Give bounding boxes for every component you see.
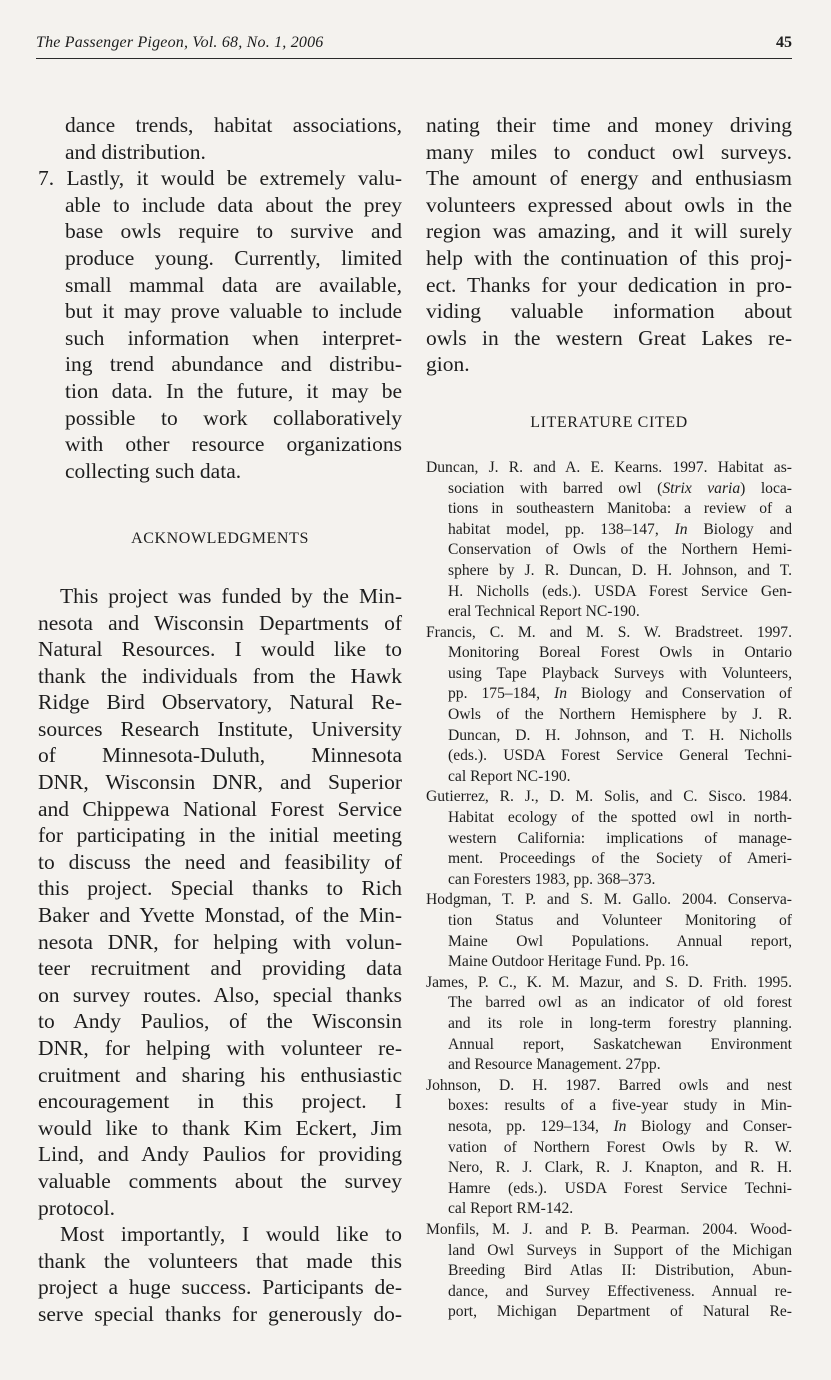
reference-line: Monfils, M. J. and P. B. Pearman. 2004. Wood-	[426, 1220, 792, 1238]
reference-line: nesota, pp. 129–134, In Biology and Conser-	[448, 1117, 792, 1135]
reference-line: and its role in long-term forestry planning.	[448, 1014, 792, 1032]
literature-cited-heading: LITERATURE CITED	[530, 413, 688, 431]
list-continuation	[38, 112, 402, 165]
reference-entry	[426, 787, 792, 890]
reference-line: Annual report, Saskatchewan Environment	[448, 1035, 792, 1053]
reference-line: sphere by J. R. Duncan, D. H. Johnson, and T.	[448, 561, 792, 579]
right-column	[426, 112, 792, 1323]
text-line: many miles to conduct owl surveys.	[426, 139, 792, 164]
text-line: such information when interpret-	[65, 325, 402, 350]
text-line: owls in the western Great Lakes re-	[426, 325, 792, 350]
text-line: serve special thanks for generously do-	[38, 1301, 402, 1326]
reference-line: Francis, C. M. and M. S. W. Bradstreet. 1997.	[426, 623, 792, 641]
text-line: of Minnesota-Duluth, Minnesota	[38, 743, 402, 768]
text-line: thank the individuals from the Hawk	[38, 663, 402, 688]
text-line: Lind, and Andy Paulios for providing	[38, 1142, 402, 1167]
reference-line: land Owl Surveys in Support of the Michigan	[448, 1241, 792, 1259]
list-item-7	[38, 165, 402, 484]
text-line: region was amazing, and it will surely	[426, 219, 792, 244]
text-line: protocol.	[38, 1195, 116, 1220]
reference-line: dance, and Survey Effectiveness. Annual re-	[448, 1282, 792, 1300]
text-line: able to include data about the prey	[65, 192, 402, 217]
closing-paragraph	[426, 112, 792, 378]
text-line: this project. Special thanks to Rich	[38, 876, 402, 901]
text-line: This project was funded by the Min-	[60, 583, 402, 608]
text-line: Ridge Bird Observatory, Natural Re-	[38, 690, 402, 715]
reference-entry	[426, 890, 792, 972]
text-line: tion data. In the future, it may be	[65, 378, 402, 403]
text-line: cruitment and sharing his enthusiastic	[38, 1062, 402, 1087]
text-line: and Chippewa National Forest Service	[38, 796, 402, 821]
reference-line: using Tape Playback Surveys with Volunteers,	[448, 664, 792, 682]
text-line: to Andy Paulios, of the Wisconsin	[38, 1009, 402, 1034]
reference-entry	[426, 973, 792, 1076]
reference-line: pp. 175–184, In Biology and Conservation of	[448, 685, 793, 703]
spacer	[426, 432, 792, 458]
reference-line: Maine Owl Populations. Annual report,	[448, 932, 792, 950]
text-line: The amount of energy and enthusiasm	[426, 166, 792, 191]
text-line: nesota DNR, for helping with volun-	[38, 929, 402, 954]
reference-line: The barred owl as an indicator of old forest	[448, 994, 792, 1012]
text-line: viding valuable information about	[426, 299, 792, 324]
reference-line: port, Michigan Department of Natural Re-	[448, 1303, 792, 1321]
running-title: The Passenger Pigeon, Vol. 68, No. 1, 2006	[36, 34, 324, 51]
text-line: DNR, Wisconsin DNR, and Superior	[38, 770, 402, 795]
text-line: project a huge success. Participants de-	[38, 1275, 402, 1300]
reference-line: cal Report RM-142.	[448, 1200, 574, 1218]
text-line: volunteers expressed about owls in the	[426, 192, 792, 217]
text-line: possible to work collaboratively	[65, 405, 402, 430]
reference-line: tion Status and Volunteer Monitoring of	[448, 912, 792, 929]
acknowledgments-paragraph-2	[38, 1221, 402, 1327]
text-line: would like to thank Kim Eckert, Jim	[38, 1115, 402, 1140]
reference-line: Monitoring Boreal Forest Owls in Ontario	[448, 644, 792, 662]
spacer	[426, 378, 792, 414]
reference-line: vation of Northern Forest Owls by R. W.	[448, 1138, 792, 1156]
text-line: help with the continuation of this proj-	[426, 245, 792, 270]
running-header	[36, 34, 792, 59]
reference-list	[426, 458, 792, 1323]
text-line: small mammal data are available,	[65, 272, 402, 297]
text-line: 7. Lastly, it would be extremely valu-	[38, 166, 402, 191]
reference-line: and Resource Management. 27pp.	[448, 1056, 661, 1074]
reference-line: cal Report NC-190.	[448, 767, 571, 785]
spacer	[38, 553, 402, 583]
text-line: dance trends, habitat associations,	[65, 113, 402, 137]
text-line: produce young. Currently, limited	[65, 245, 402, 270]
reference-line: Nero, R. J. Clark, R. J. Knapton, and R. H.	[448, 1159, 792, 1177]
text-line: collecting such data.	[65, 458, 242, 483]
left-column	[38, 112, 402, 1328]
text-line: ect. Thanks for your dedication in pro-	[426, 272, 792, 297]
reference-entry	[426, 623, 792, 788]
text-line: but it may prove valuable to include	[65, 299, 402, 324]
reference-line: Hamre (eds.). USDA Forest Service Techni-	[448, 1179, 792, 1197]
text-line: Baker and Yvette Monstad, of the Min-	[38, 903, 402, 928]
page-number: 45	[776, 34, 792, 51]
reference-line: (eds.). USDA Forest Service General Techni-	[448, 747, 792, 765]
text-line: encouragement in this project. I	[38, 1089, 402, 1114]
text-line: and distribution.	[65, 139, 206, 164]
spacer	[38, 484, 402, 526]
text-line: to discuss the need and feasibility of	[38, 849, 402, 874]
text-line: DNR, for helping with volunteer re-	[38, 1036, 402, 1060]
text-line: on survey routes. Also, special thanks	[38, 982, 402, 1007]
reference-line: Habitat ecology of the spotted owl in north-	[448, 809, 792, 827]
reference-line: James, P. C., K. M. Mazur, and S. D. Frith. 1995.	[426, 973, 792, 991]
reference-line: Duncan, J. R. and A. E. Kearns. 1997. Habitat as-	[426, 458, 792, 476]
reference-line: Duncan, D. H. Johnson, and T. H. Nicholls	[448, 726, 792, 744]
reference-line: western California: implications of manage-	[448, 829, 792, 847]
reference-line: ment. Proceedings of the Society of Ameri-	[448, 850, 792, 868]
text-line: thank the volunteers that made this	[38, 1248, 402, 1273]
reference-line: Hodgman, T. P. and S. M. Gallo. 2004. Conserva-	[426, 891, 792, 909]
text-line: with other resource organizations	[65, 432, 402, 457]
text-line: nating their time and money driving	[426, 113, 792, 137]
text-line: valuable comments about the survey	[38, 1168, 402, 1193]
reference-line: Conservation of Owls of the Northern Hemi-	[448, 541, 792, 559]
reference-line: Gutierrez, R. J., D. M. Solis, and C. Sisco. 1984.	[426, 788, 792, 806]
acknowledgments-heading: ACKNOWLEDGMENTS	[131, 530, 309, 548]
reference-line: H. Nicholls (eds.). USDA Forest Service Gen-	[448, 582, 792, 600]
reference-entry	[426, 1220, 792, 1323]
text-line: Most importantly, I would like to	[60, 1222, 402, 1247]
reference-line: eral Technical Report NC-190.	[448, 603, 640, 621]
reference-line: sociation with barred owl (Strix varia) loca-	[448, 479, 792, 497]
text-line: ing trend abundance and distribu-	[65, 352, 402, 377]
reference-entry	[426, 1076, 792, 1220]
text-line: base owls require to survive and	[65, 219, 402, 244]
reference-line: Owls of the Northern Hemisphere by J. R.	[448, 706, 792, 724]
reference-entry	[426, 458, 792, 623]
reference-line: Maine Outdoor Heritage Fund. Pp. 16.	[448, 953, 689, 971]
acknowledgments-paragraph-1	[38, 583, 402, 1221]
text-line: teer recruitment and providing data	[38, 956, 402, 981]
text-line: for participating in the initial meeting	[38, 823, 402, 848]
text-line: sources Research Institute, University	[38, 716, 402, 741]
reference-line: boxes: results of a five-year study in Min-	[448, 1097, 792, 1115]
text-line: gion.	[426, 352, 470, 377]
text-line: nesota and Wisconsin Departments of	[38, 610, 402, 635]
reference-line: Johnson, D. H. 1987. Barred owls and nest	[426, 1076, 792, 1094]
reference-line: tions in southeastern Manitoba: a review of a	[448, 500, 792, 518]
reference-line: Breeding Bird Atlas II: Distribution, Abun-	[448, 1262, 792, 1280]
reference-line: can Foresters 1983, pp. 368–373.	[448, 870, 656, 888]
text-line: Natural Resources. I would like to	[38, 637, 402, 662]
reference-line: habitat model, pp. 138–147, In Biology and	[448, 520, 792, 538]
